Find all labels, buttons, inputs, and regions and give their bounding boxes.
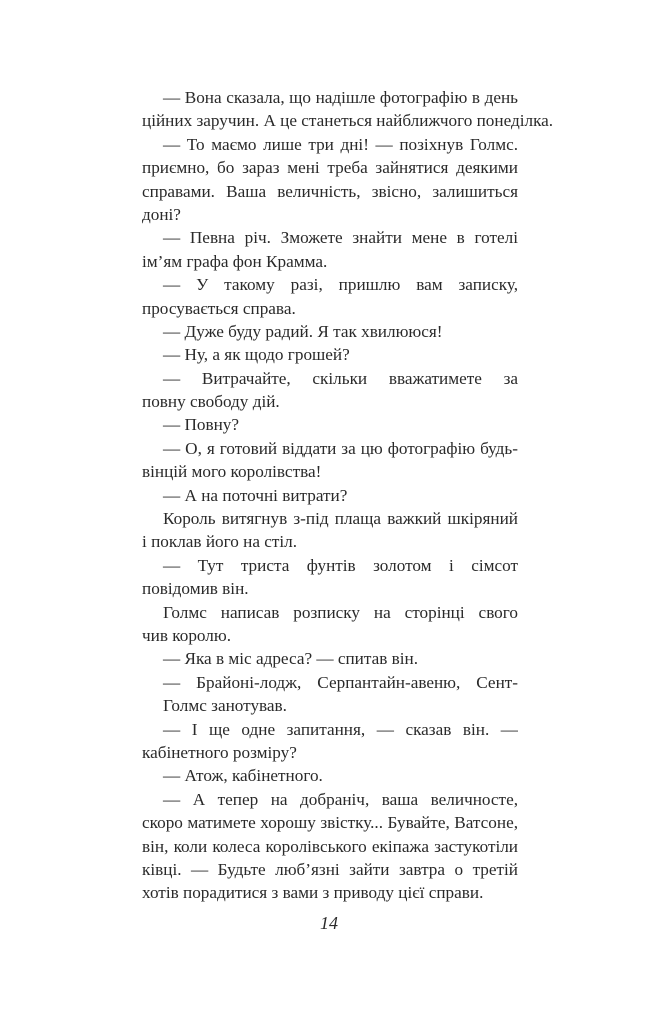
paragraph [142, 788, 518, 905]
text-line: хотів порадитися з вами з приводу цієї справи. [142, 883, 484, 903]
paragraph [142, 367, 518, 414]
paragraph [142, 484, 518, 507]
text-line: — Брайоні-лодж, Серпантайн-авеню, Сент- [163, 672, 518, 692]
paragraph [142, 86, 554, 133]
text-line: Голмс написав розписку на сторінці свого [163, 602, 518, 622]
text-line: і поклав його на стіл. [142, 532, 298, 552]
text-line: — Витрачайте, скільки вважатимете за [163, 368, 518, 388]
text-line: повідомив він. [142, 579, 249, 599]
text-line: повну свободу дій. [142, 392, 280, 412]
text-line: приємно, бо зараз мені треба зайнятися деякими [142, 158, 518, 178]
text-line: — Вона сказала, що надішле фотографію в день [163, 88, 518, 107]
page-body [142, 86, 554, 905]
paragraph [142, 601, 518, 648]
text-line: — І ще одне запитання, — сказав він. — [163, 719, 518, 739]
text-line: Король витягнув з-під плаща важкий шкіряний [163, 509, 518, 529]
paragraph [142, 343, 518, 366]
text-line: він, коли колеса королівського екіпажа застукотіли [142, 836, 518, 856]
text-line: скоро матимете хорошу звістку... Бувайте, Ватсоне, [142, 813, 518, 833]
text-line: — А тепер на добраніч, ваша величносте, [163, 789, 518, 809]
paragraph [142, 320, 518, 343]
text-line: Голмс занотував. [163, 696, 287, 716]
text-line: — Ну, а як щодо грошей? [163, 345, 350, 365]
paragraph [142, 226, 518, 273]
paragraph [142, 554, 518, 601]
paragraph [142, 507, 518, 554]
text-line: — То маємо лише три дні! — позіхнув Голмс. [163, 134, 518, 154]
text-line: — Певна річ. Зможете знайти мене в готелі [163, 228, 518, 248]
text-line: ім’ям графа фон Крамма. [142, 251, 328, 271]
text-line: — Дуже буду радий. Я так хвилююся! [163, 321, 443, 341]
text-line: кабінетного розміру? [142, 742, 297, 762]
text-line: — У такому разі, пришлю вам записку, [163, 275, 518, 295]
paragraph [142, 133, 518, 227]
paragraph [142, 718, 518, 765]
text-line: вінцій мого королівства! [142, 462, 322, 482]
text-line: — Атож, кабінетного. [163, 766, 323, 786]
text-line: — А на поточні витрати? [163, 485, 348, 505]
text-line: ківці. — Будьте люб’язні зайти завтра о третій [142, 859, 518, 879]
text-line: доні? [142, 204, 181, 224]
text-line: — Тут триста фунтів золотом і сімсот [163, 555, 518, 575]
text-line: ційних заручин. А це станеться найближчого понеділка. [142, 111, 554, 131]
text-line: — О, я готовий віддати за цю фотографію будь- [163, 438, 518, 458]
paragraph [142, 764, 518, 787]
paragraph [142, 273, 518, 320]
page-number: 14 [320, 913, 338, 933]
paragraph [142, 647, 518, 670]
paragraph [142, 694, 518, 717]
text-line: — Яка в міс адреса? — спитав він. [163, 649, 419, 669]
paragraph [142, 413, 518, 436]
text-line: — Повну? [163, 415, 240, 435]
text-line: просувається справа. [142, 298, 296, 318]
text-line: чив королю. [142, 625, 231, 645]
paragraph [142, 671, 518, 694]
paragraph [142, 437, 518, 484]
text-line: справами. Ваша величність, звісно, залишиться [142, 181, 518, 201]
